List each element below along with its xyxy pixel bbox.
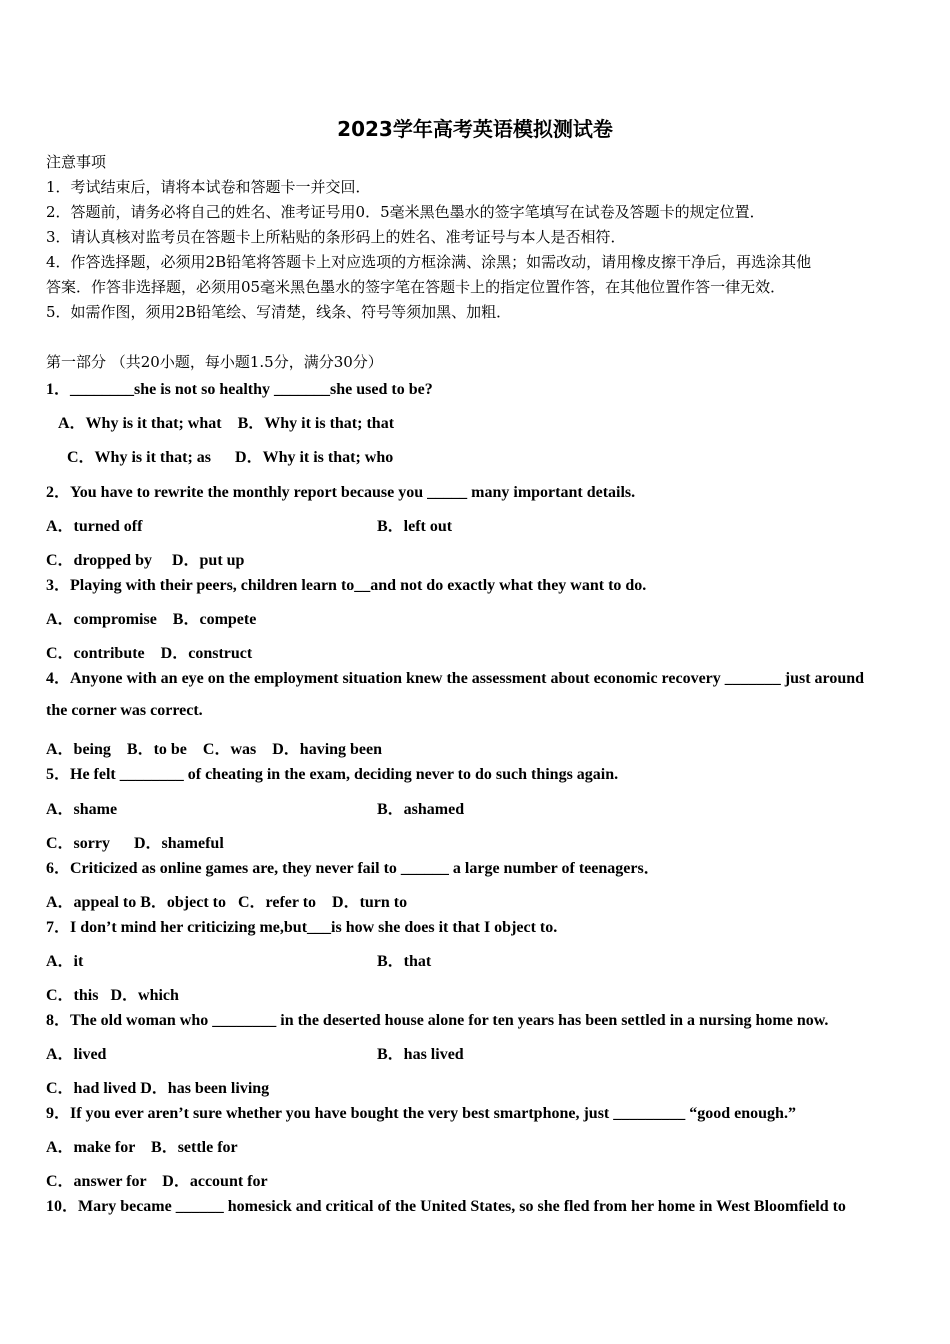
option-a: A．turned off: [46, 518, 143, 535]
page-title: 2023学年高考英语模拟测试卷: [337, 117, 613, 141]
question-stem: 10．Mary became ______ homesick and critical of the United States, so she fled from her home in West Bloomfield to: [46, 1198, 846, 1215]
question-options: C．dropped by D．put up: [46, 552, 245, 569]
question-stem: 3．Playing with their peers, children learn to__and not do exactly what they want to do.: [46, 577, 647, 594]
question-stem: 6．Criticized as online games are, they never fail to ______ a large number of teenagers．: [46, 860, 660, 877]
question-options: C．had lived D．has been living: [46, 1080, 270, 1097]
question-options: C．sorry D．shameful: [46, 835, 224, 852]
question-options: A．appeal to B．object to C．refer to D．turn to: [46, 894, 408, 911]
notice-item: 2．答题前，请务必将自己的姓名、准考证号用0．5毫米黑色墨水的签字笔填写在试卷及答题卡的规定位置．: [46, 203, 765, 221]
notice-item: 5．如需作图，须用2B铅笔绘、写清楚，线条、符号等须加黑、加粗．: [46, 303, 512, 321]
question-options: C．this D．which: [46, 987, 179, 1004]
option-b: B．that: [377, 953, 432, 970]
question-stem: 1．________she is not so healthy _______she used to be?: [46, 381, 433, 398]
question-stem: 8．The old woman who ________ in the deserted house alone for ten years has been settled in a nursing home now.: [46, 1012, 829, 1029]
question-options: C．Why is it that; as D．Why it is that; who: [67, 449, 394, 466]
option-b: B．ashamed: [377, 801, 465, 818]
option-b: B．left out: [377, 518, 453, 535]
question-options: A．compromise B．compete: [46, 611, 257, 628]
option-b: B．has lived: [377, 1046, 464, 1063]
notice-item: 1．考试结束后，请将本试卷和答题卡一并交回．: [46, 178, 371, 196]
notice-item: 4．作答选择题，必须用2B铅笔将答题卡上对应选项的方框涂满、涂黑；如需改动，请用橡皮擦干净后，再选涂其他: [46, 253, 812, 271]
question-stem-continued: the corner was correct.: [46, 702, 203, 719]
section-heading: 第一部分 （共20小题，每小题1.5分，满分30分）: [46, 353, 383, 371]
notice-item: 3．请认真核对监考员在答题卡上所粘贴的条形码上的姓名、准考证号与本人是否相符．: [46, 228, 626, 246]
question-stem: 5．He felt ________ of cheating in the exam, deciding never to do such things again.: [46, 766, 619, 783]
question-stem: 4．Anyone with an eye on the employment situation knew the assessment about economic recovery _______ just around: [46, 670, 865, 687]
question-stem: 2．You have to rewrite the monthly report because you _____ many important details.: [46, 484, 636, 501]
question-options: A．make for B．settle for: [46, 1139, 238, 1156]
question-stem: 9．If you ever aren’t sure whether you have bought the very best smartphone, just _________ “good enough.”: [46, 1105, 796, 1122]
question-options: A．Why is it that; what B．Why it is that; that: [58, 415, 395, 432]
option-a: A．lived: [46, 1046, 107, 1063]
option-a: A．it: [46, 953, 84, 970]
question-options: A．being B．to be C．was D．having been: [46, 741, 383, 758]
option-a: A．shame: [46, 801, 118, 818]
question-options: C．answer for D．account for: [46, 1173, 268, 1190]
question-options: C．contribute D．construct: [46, 645, 253, 662]
notice-item: 答案．作答非选择题，必须用05毫米黑色墨水的签字笔在答题卡上的指定位置作答，在其他位置作答一律无效．: [46, 278, 786, 296]
question-stem: 7．I don’t mind her criticizing me,but___is how she does it that I object to.: [46, 919, 558, 936]
notice-heading: 注意事项: [46, 153, 107, 171]
